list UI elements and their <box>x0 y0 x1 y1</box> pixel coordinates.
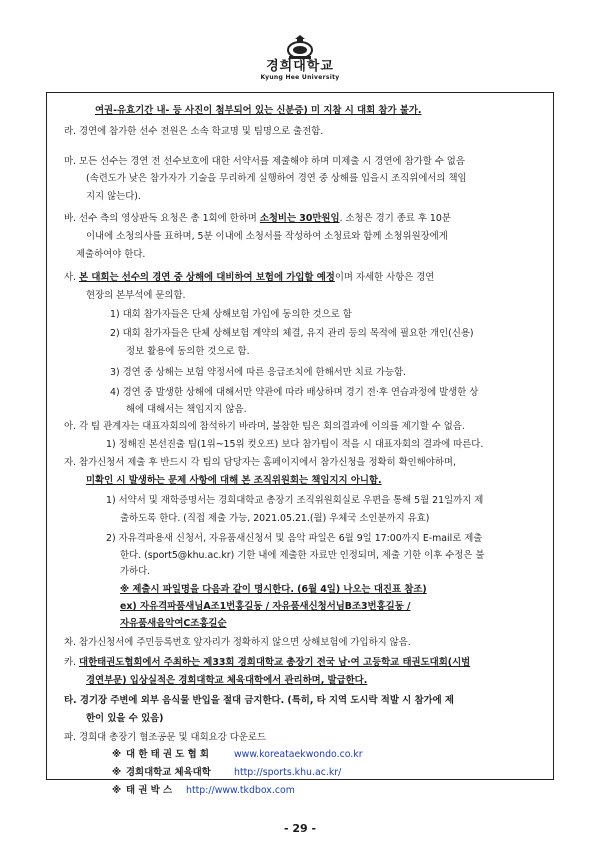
text-line: 현장의 본부석에 문의함. <box>86 290 186 301</box>
reference-mark: ※ <box>112 749 122 760</box>
text-line: (속련도가 낮은 참가자가 기술을 무리하게 실행하여 경연 중 상해를 입을시 조직위에서의 책임 <box>86 173 467 184</box>
link-row <box>112 766 341 779</box>
link-sports-khu[interactable]: http://sports.khu.ac.kr/ <box>234 767 342 778</box>
text-line: 이내에 소청의사를 표하며, 5분 이내에 소청서를 작성하여 소청료와 함께 소청위원장에게 <box>86 231 448 242</box>
text-line: 아. 각 팀 관계자는 대표자회의에 참석하기 바라며, 불참한 팀은 회의결과에 이의를 제기할 수 없음. <box>64 421 465 432</box>
text-line: 4) 경연 중 발생한 상해에 대해서만 약관에 따라 배상하며 경기 전·후 연습과정에 발생한 상 <box>110 387 479 398</box>
text-line: 1) 서약서 및 재학증명서는 경희대학교 총장기 조직위원회실로 우편을 통해 5월 21일까지 제 <box>106 495 484 506</box>
text-line: 타. 경기장 주변에 외부 음식물 반입을 절대 금지한다. (특히, 타 지역 도시락 적발 시 참가에 제 <box>64 695 454 706</box>
text-line: 가하다. <box>120 566 151 577</box>
text-line: 출하도록 한다. (직접 제출 가능, 2021.05.21.(월) 우체국 소인분까지 유효) <box>120 513 430 524</box>
text-line: 한다. (sport5@khu.ac.kr) 기한 내에 제출한 자료만 인정되며, 제출 기한 이후 수정은 불 <box>120 550 485 561</box>
link-row <box>112 784 295 797</box>
link-koreataekwondo[interactable]: www.koreataekwondo.co.kr <box>234 749 363 760</box>
text-line: 제출하여야 한다. <box>76 249 146 260</box>
text-line: 경연부문) 입상실적은 경희대학교 체육대학에서 관리하며, 발급한다. <box>86 675 368 686</box>
text-line: 여권-유효기간 내- 등 사진이 첨부되어 있는 신분증) 미 지참 시 대회 참가 불가. <box>95 105 422 116</box>
link-tkdbox[interactable]: http://www.tkdbox.com <box>186 785 295 796</box>
text-line: 차. 참가신청서에 주민등록번호 앞자리가 정확하지 않으면 상해보험에 가입하지 않음. <box>64 637 411 648</box>
link-label: 경희대학교 체육대학 <box>126 767 211 778</box>
reference-mark: ※ <box>112 785 122 796</box>
award-note: 대한태권도협회에서 주최하는 제33회 경희대학교 총장기 전국 남·여 고등학교 태권도대회(시범 <box>79 657 471 668</box>
text-line: 한이 있을 수 있음) <box>86 713 164 724</box>
fee-amount: 소청비는 30만원임 <box>259 213 340 224</box>
text-line: 자유품새음악여C조홍길순 <box>120 618 227 629</box>
university-seal-icon <box>285 34 315 60</box>
text-line: 정보 활용에 동의한 것으로 함. <box>126 346 250 357</box>
text-line: 3) 경연 중 상해는 보험 약정서에 따른 응급조치에 한해서만 치료 가능함. <box>110 367 406 378</box>
text-line: 파. 경희대 총장기 협조공문 및 대회요강 다운로드 <box>64 732 266 743</box>
text-line: ex) 자유격파품새님A조1번홍길동 / 자유품새신청서님B조3번홍길동 / <box>120 601 411 612</box>
page-number: - 29 - <box>283 822 317 835</box>
text-line: 해에 대해서는 책임지지 않음. <box>126 404 247 415</box>
text-line: 1) 정해진 본선진출 팀(1위~15위 컷오프) 보다 참가팀이 적을 시 대표자회의 결과에 따른다. <box>106 439 484 450</box>
logo-english-name: Kyung Hee University <box>260 74 340 81</box>
logo-korean-name: 경희대학교 <box>266 59 334 74</box>
text-line: ※ 제출시 파일명을 다음과 같이 명시한다. (6월 4일) 나오는 대진표 참조) <box>120 584 427 595</box>
text-line: 지지 않는다). <box>86 191 141 202</box>
text-line: 2) 자유격파용새 신청서, 자유품새신청서 및 음악 파일은 6월 9일 17:00까지 E-mail로 제출 <box>106 533 483 544</box>
insurance-note: 본 대회는 선수의 경연 중 상해에 대비하여 보험에 가입할 예정 <box>79 272 335 283</box>
text-line: 2) 대회 참가자들은 단체 상해보험 계약의 체결, 유지 관리 등의 목적에 필요한 개인(신용) <box>110 328 474 339</box>
text-line: 카. 대한태권도협회에서 주최하는 제33회 경희대학교 총장기 전국 남·여 고등학교 태권도대회(시범 <box>64 657 471 668</box>
link-label: 태 권 박 스 <box>126 785 173 796</box>
text-line: 라. 경연에 참가한 선수 전원은 소속 학교명 및 팀명으로 출전함. <box>64 126 324 137</box>
university-logo <box>0 34 600 82</box>
link-row <box>112 748 363 761</box>
reference-mark: ※ <box>112 767 122 778</box>
text-line: 사. 본 대회는 선수의 경연 중 상해에 대비하여 보험에 가입할 예정이며 자세한 사항은 경연 <box>64 272 435 283</box>
text-line: 마. 모든 선수는 경연 전 선수보호에 대한 서약서를 제출해야 하며 미제출 시 경연에 참가할 수 없음 <box>64 156 465 167</box>
text-line: 바. 선수 측의 영상판독 요청은 총 1회에 한하며 소청비는 30만원임. 소청은 경기 종료 후 10분 <box>64 213 451 224</box>
text-line: 미확인 시 발생하는 문제 사항에 대해 본 조직위원회는 책임지지 아니함. <box>86 475 382 486</box>
text-line: 1) 대회 참가자들은 단체 상해보험 가입에 동의한 것으로 함 <box>110 309 352 320</box>
text-line: 자. 참가신청서 제출 후 반드시 각 팀의 담당자는 홈페이지에서 참가신청을 정확히 확인해야하며, <box>64 457 456 468</box>
link-label: 대 한 태 권 도 협 회 <box>126 749 209 760</box>
